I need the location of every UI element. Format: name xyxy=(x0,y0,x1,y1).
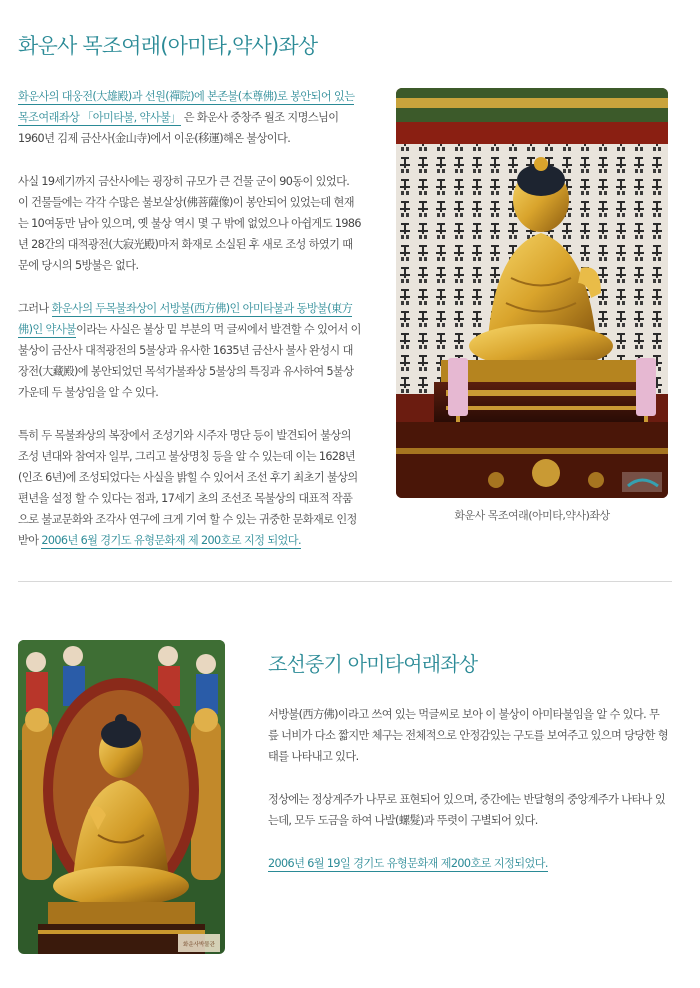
designation-link[interactable]: 2006년 6월 경기도 유형문화재 제 200호로 지정 되었다. xyxy=(41,534,301,547)
section1-paragraph-2: 사실 19세기까지 금산사에는 굉장히 규모가 큰 건물 군이 90동이 있었다. 이 건물들에는 각각 수많은 불보살상(佛菩薩像)이 봉안되어 있었는데 현재는 10여동만 남아 있으며, 옛 불상 역시 몇 구 밖에 없었으나 아쉽게도 1986년 28간의 대적광전(大寂光殿)마저 화재로 소실된 후 새로 조성 하였기 때문에 당시의 5방불은 없다. xyxy=(18,175,361,272)
section1-paragraph-3 xyxy=(18,298,362,403)
figure-caption: 화운사 목조여래(아미타,약사)좌상 xyxy=(454,509,610,522)
buddha-statue-photo xyxy=(396,88,668,498)
highlight-link[interactable]: 화운사의 두목불좌상이 서방불(西方佛)인 아미타불과 동방불(東方佛)인 약사불 xyxy=(18,302,353,336)
section2-paragraph-3 xyxy=(268,853,668,874)
section1-paragraph-1 xyxy=(18,86,362,149)
highlight-link[interactable]: 화운사의 대웅전(大雄殿)과 선원(禪院)에 본존불(本尊佛)로 봉안되어 있는 목조여래좌상 「아미타불, 약사불」 xyxy=(18,90,355,124)
designation-link[interactable]: 2006년 6월 19일 경기도 유형문화재 제200호로 지정되었다. xyxy=(268,857,548,870)
section1-title: 화운사 목조여래(아미타,약사)좌상 xyxy=(18,34,318,58)
paragraph-text: 그러나 xyxy=(18,302,52,315)
section2-paragraph-2: 정상에는 정상계주가 나무로 표현되어 있으며, 중간에는 반달형의 중앙계주가 나타나 있는데, 모두 도금을 하여 나발(螺髮)과 뚜렷이 구별되어 있다. xyxy=(268,793,666,827)
section1-text xyxy=(18,86,362,573)
museum-stamp: 화운사박물관 xyxy=(183,942,215,948)
section2-text xyxy=(268,704,668,896)
paragraph-text: 특히 두 목불좌상의 복장에서 조성기와 시주자 명단 등이 발견되어 불상의 조성 년대와 참여자 일부, 그리고 불상명칭 등을 알 수 있는데 이는 1628년(인조 6년)에 조성되었다는 사실을 밝힐 수 있어서 조선 후기 최초기 불상의 편년을 설정 할 수 있다는 점과, 17세기 초의 조선조 목불상의 대표적 작품으로 불교문화와 조각사 연구에 크게 기여 할 수 있는 귀중한 문화재로 인정받아 xyxy=(18,429,358,547)
section2-paragraph-1: 서방불(西方佛)이라고 쓰여 있는 먹글씨로 보아 이 불상이 아미타불임을 알 수 있다. 무릎 너비가 다소 짧지만 체구는 전체적으로 안정감있는 구도를 보여주고 있으며 당당한 형태를 나타내고 있다. xyxy=(268,708,668,763)
section2-title: 조선중기 아미타여래좌상 xyxy=(268,652,478,676)
amitabha-statue-photo xyxy=(18,640,225,954)
section1-paragraph-4 xyxy=(18,425,362,551)
paragraph-text: 은 화운사 중창주 월조 지명스님이 1960년 김제 금산사(金山寺)에서 이운(移運)해온 불상이다. xyxy=(18,111,339,145)
section-divider xyxy=(18,581,672,582)
paragraph-text: 이라는 사실은 불상 밑 부분의 먹 글씨에서 발견할 수 있어서 이 불상이 금산사 대적광전의 5불상과 유사한 1635년 금산사 불사 완성시 대장전(大藏殿)에 봉안되었던 목석가불좌상 5불상의 특징과 유사하여 5불상 가운데 두 불상임을 알 수 있다. xyxy=(18,323,361,399)
